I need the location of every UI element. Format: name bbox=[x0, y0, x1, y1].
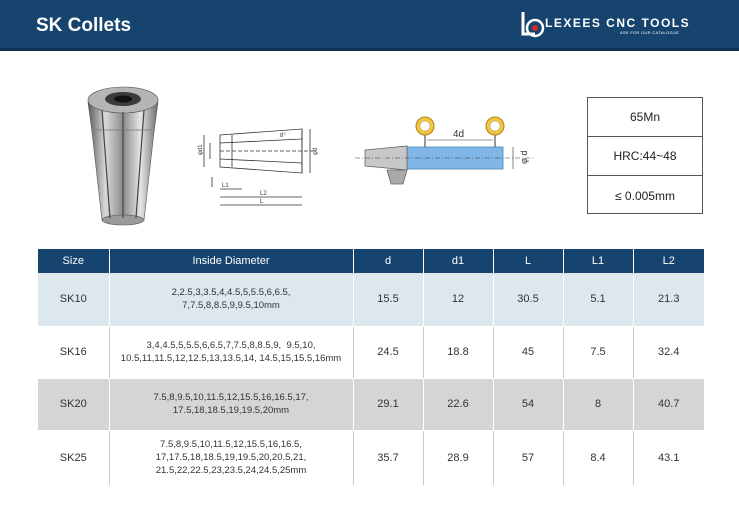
cell-inside-diameter bbox=[109, 273, 353, 326]
spec-box bbox=[587, 97, 703, 214]
table-row bbox=[38, 430, 704, 485]
cell-inside-diameter bbox=[109, 326, 353, 378]
col-header-size: Size bbox=[38, 249, 109, 273]
svg-text:φd1: φd1 bbox=[198, 144, 204, 155]
cell-l2: 21.3 bbox=[633, 273, 704, 326]
cell-d1: 12 bbox=[423, 273, 493, 326]
inside-line: 21.5,22,22.5,23,23.5,24,24.5,25mm bbox=[155, 465, 307, 476]
table-row bbox=[38, 378, 704, 430]
svg-text:φd: φd bbox=[313, 147, 319, 155]
cell-d1: 22.6 bbox=[423, 378, 493, 430]
svg-text:L1: L1 bbox=[222, 183, 229, 189]
col-header-d1: d1 bbox=[423, 249, 493, 273]
inside-line: 17.5,18,18.5,19,19.5,20mm bbox=[172, 405, 290, 416]
spec-material: 65Mn bbox=[588, 98, 702, 137]
svg-text:8°: 8° bbox=[280, 133, 286, 139]
inside-line: 7,7.5,8,8.5,9,9.5,10mm bbox=[182, 300, 280, 312]
cell-l: 54 bbox=[493, 378, 563, 430]
cell-l1: 7.5 bbox=[563, 326, 633, 378]
cell-l2: 32.4 bbox=[633, 326, 704, 378]
cell-d: 24.5 bbox=[353, 326, 423, 378]
cell-l: 57 bbox=[493, 430, 563, 485]
cell-d: 35.7 bbox=[353, 430, 423, 485]
cell-l: 45 bbox=[493, 326, 563, 378]
col-header-d: d bbox=[353, 249, 423, 273]
svg-text:L: L bbox=[260, 199, 264, 205]
inside-line: 10.5,11,11.5,12,12.5,13,13.5,14, 14.5,15,15.5,16mm bbox=[120, 353, 342, 364]
cell-size: SK10 bbox=[38, 273, 109, 326]
cell-d1: 18.8 bbox=[423, 326, 493, 378]
logo-mark-icon bbox=[517, 8, 547, 44]
table-row bbox=[38, 273, 704, 326]
gauge-diameter-label: φ d bbox=[519, 150, 529, 164]
col-header-inside-diameter: Inside Diameter bbox=[109, 249, 353, 273]
inside-line: 2,2.5,3,3.5,4,4.5,5,5.5,6,6.5, bbox=[171, 287, 291, 299]
table-header-row bbox=[38, 249, 704, 273]
gauge-distance-label: 4d bbox=[453, 129, 465, 140]
table-row bbox=[38, 326, 704, 378]
collet-photo bbox=[82, 80, 164, 230]
cell-d: 15.5 bbox=[353, 273, 423, 326]
cell-size: SK25 bbox=[38, 430, 109, 485]
cell-d1: 28.9 bbox=[423, 430, 493, 485]
inside-line: 7.5,8,9.5,10,11.5,12,15.5,16,16.5, bbox=[160, 439, 302, 450]
svg-text:L2: L2 bbox=[260, 191, 267, 197]
collet-size-table bbox=[38, 249, 704, 486]
dial-gauge-right-icon bbox=[486, 117, 504, 147]
cell-l1: 8.4 bbox=[563, 430, 633, 485]
cell-d: 29.1 bbox=[353, 378, 423, 430]
cell-l1: 8 bbox=[563, 378, 633, 430]
cell-inside-diameter bbox=[109, 430, 353, 485]
logo-text: LEXEES CNC TOOLS bbox=[545, 16, 691, 30]
dial-gauge-left-icon bbox=[416, 117, 434, 147]
col-header-l1: L1 bbox=[563, 249, 633, 273]
inside-line: 7.5,8,9.5,10,11.5,12,15.5,16,16.5,17, bbox=[153, 392, 309, 403]
cell-l1: 5.1 bbox=[563, 273, 633, 326]
header-bar bbox=[0, 0, 739, 51]
spec-accuracy: ≤ 0.005mm bbox=[615, 188, 675, 203]
cell-l2: 43.1 bbox=[633, 430, 704, 485]
cell-size: SK20 bbox=[38, 378, 109, 430]
spec-hardness: HRC:44~48 bbox=[588, 137, 702, 176]
inside-line: 17,17.5,18,18.5,19,19.5,20,20.5,21, bbox=[155, 452, 307, 463]
runout-gauge-diagram bbox=[355, 112, 535, 192]
inside-line: 3,4,4.5,5,5.5,6,6.5,7,7.5,8,8.5,9, 9.5,10, bbox=[146, 340, 316, 351]
brand-logo bbox=[517, 8, 709, 44]
col-header-l2: L2 bbox=[633, 249, 704, 273]
cell-l: 30.5 bbox=[493, 273, 563, 326]
cell-inside-diameter bbox=[109, 378, 353, 430]
page-title: SK Collets bbox=[36, 15, 132, 36]
collet-drawing bbox=[190, 115, 335, 215]
cell-l2: 40.7 bbox=[633, 378, 704, 430]
cell-size: SK16 bbox=[38, 326, 109, 378]
logo-subtext: ASK FOR OUR CATALOGUE bbox=[620, 30, 680, 35]
col-header-l: L bbox=[493, 249, 563, 273]
